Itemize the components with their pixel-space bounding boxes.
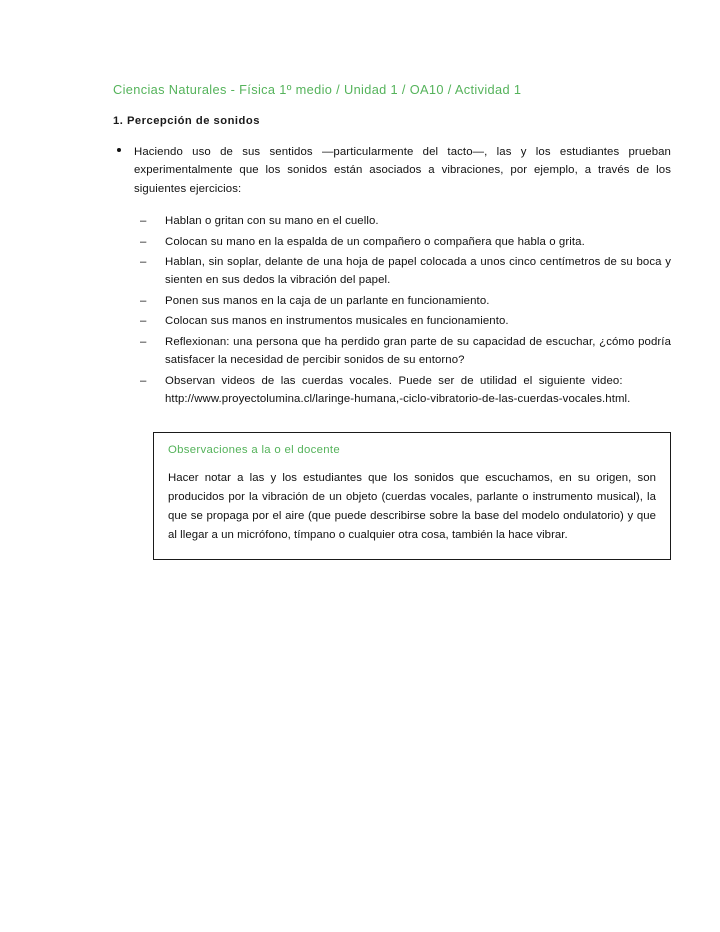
list-item — [140, 312, 673, 330]
teacher-note-body: Hacer notar a las y los estudiantes que los sonidos que escuchamos, en su origen, son producidos por la vibración de un objeto (cuerdas vocales, parlante o instrumento musical), la que se propaga por el aire (que puede describirse sobre la base del modelo ondulatorio) y que al llegar a un micrófono, tímpano o cualquier otra cosa, también la hace vibrar. — [168, 472, 656, 542]
list-item-video — [140, 372, 673, 409]
list-item — [140, 333, 673, 370]
dash-marker-icon: – — [140, 294, 147, 307]
page-title: 1. Percepción de sonidos — [113, 114, 260, 127]
dash-marker-icon: – — [140, 235, 147, 248]
list-item — [140, 253, 673, 290]
exercise-list — [113, 212, 673, 409]
dash-marker-icon: – — [140, 315, 147, 328]
list-item — [140, 233, 673, 251]
dash-marker-icon: – — [140, 374, 147, 387]
breadcrumb: Ciencias Naturales - Física 1º medio / Unidad 1 / OA10 / Actividad 1 — [113, 82, 522, 97]
list-item — [140, 292, 673, 310]
list-item-label: Reflexionan: una persona que ha perdido gran parte de su capacidad de escuchar, ¿cómo podría satisfacer la necesidad de percibir sonidos de su entorno? — [165, 335, 671, 367]
bullet-point-icon — [117, 148, 121, 152]
video-item-lead: Observan videos de las cuerdas vocales. Puede ser de utilidad el siguiente video: — [165, 374, 623, 387]
dash-marker-icon: – — [140, 335, 147, 348]
list-item-label: Hablan, sin soplar, delante de una hoja de papel colocada a unos cinco centímetros de su boca y sienten en sus dedos la vibración del papel. — [165, 255, 671, 287]
intro-bullet-block — [113, 143, 673, 198]
list-item — [140, 212, 673, 230]
intro-bullet-text: Haciendo uso de sus sentidos —particularmente del tacto—, las y los estudiantes prueban experimentalmente que los sonidos están asociados a vibraciones, por ejemplo, a través de los siguientes ejercicios: — [134, 145, 671, 195]
list-item-label: Ponen sus manos en la caja de un parlante en funcionamiento. — [165, 294, 490, 307]
dash-marker-icon: – — [140, 255, 147, 268]
list-item-label: Hablan o gritan con su mano en el cuello. — [165, 215, 379, 228]
dash-marker-icon: – — [140, 215, 147, 228]
video-url-link[interactable]: http://www.proyectolumina.cl/laringe-humana,-ciclo-vibratorio-de-las-cuerdas-vocales.html. — [165, 393, 631, 406]
document-content — [113, 82, 673, 411]
teacher-note-box — [153, 432, 671, 560]
list-item-label: Colocan su mano en la espalda de un compañero o compañera que habla o grita. — [165, 235, 585, 248]
list-item-label: Colocan sus manos en instrumentos musicales en funcionamiento. — [165, 315, 509, 328]
teacher-note-title: Observaciones a la o el docente — [168, 444, 341, 456]
